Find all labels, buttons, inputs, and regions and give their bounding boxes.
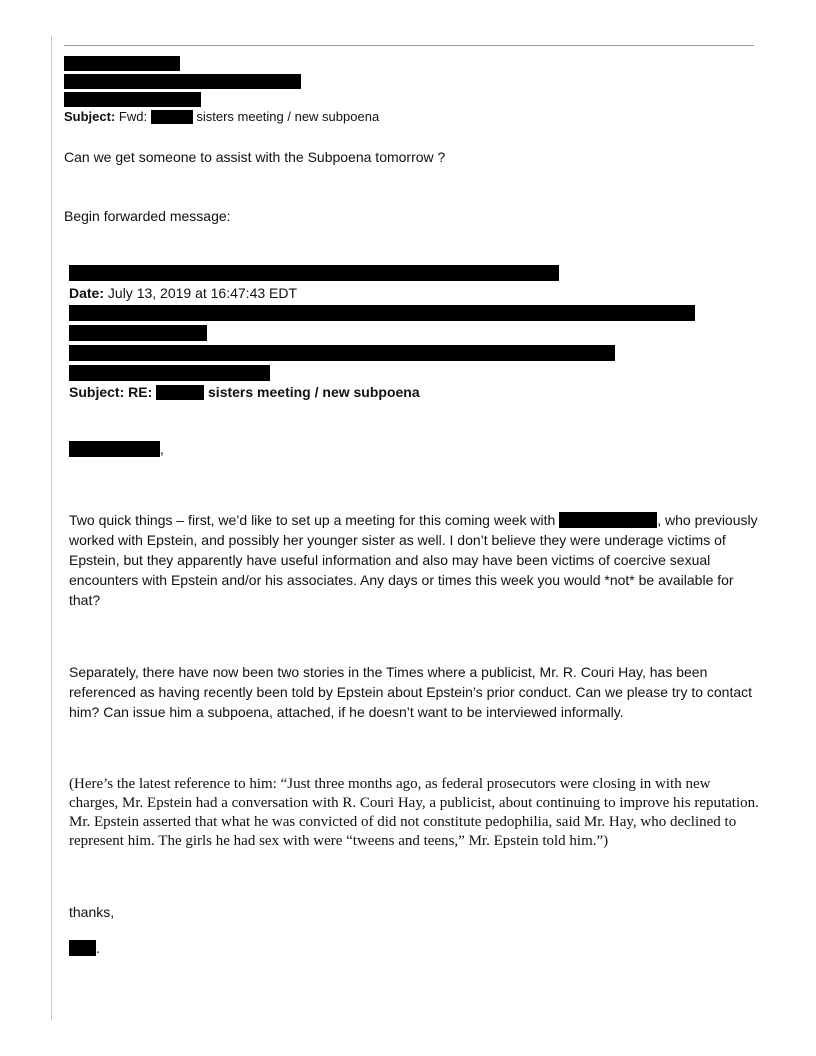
left-margin-rule: [51, 36, 52, 1020]
redaction-sent: [64, 74, 301, 89]
redaction-subject-name: [151, 110, 193, 124]
greeting-comma: ,: [160, 441, 164, 457]
redaction-fwd-to-2: [69, 325, 207, 341]
redaction-paragraph-name: [559, 512, 657, 528]
header-divider: [64, 45, 754, 46]
signature-line: [69, 940, 100, 956]
outer-subject-line: [64, 109, 379, 125]
paragraph-meeting-text-b: , who previously worked with Epstein, and possibly her younger sister as well. I don’t believe they were underage victims of Epstein, but they apparently have useful information and also may have been victims of coercive sexual encounters with Epstein and/or his associates. Any days or times this week you would *not* be available for that?: [69, 512, 758, 608]
outer-subject-label: Subject:: [64, 109, 116, 124]
redaction-fwd-subject-name: [156, 385, 204, 400]
begin-forwarded-text: Begin forwarded message:: [64, 208, 231, 224]
redaction-fwd-cc: [69, 345, 615, 361]
fwd-date-line: [69, 285, 297, 301]
redaction-greeting-name: [69, 441, 160, 457]
closing-text: thanks,: [69, 904, 115, 920]
greeting-line: [69, 441, 164, 457]
paragraph-meeting-text-a: Two quick things – first, we’d like to set up a meeting for this coming week with: [69, 512, 556, 528]
paragraph-publicist: Separately, there have now been two stories in the Times where a publicist, Mr. R. Couri Hay, has been referenced as having recently been told by Epstein about Epstein’s prior conduct. Can we please try to contact him? Can issue him a subpoena, attached, if he doesn’t want to be interviewed informally.: [69, 664, 753, 720]
fwd-subject-label: Subject: RE:: [69, 384, 153, 400]
redaction-signature: [69, 940, 96, 956]
redaction-from: [64, 56, 180, 71]
redaction-fwd-cc-2: [69, 365, 270, 381]
fwd-subject-line: [69, 384, 420, 400]
fwd-subject-text: sisters meeting / new subpoena: [208, 384, 420, 400]
intro-text: Can we get someone to assist with the Subpoena tomorrow ?: [64, 149, 446, 165]
redaction-to: [64, 92, 201, 107]
outer-subject-text: sisters meeting / new subpoena: [196, 109, 380, 124]
outer-subject-prefix: Fwd:: [118, 109, 148, 124]
redaction-fwd-from: [69, 265, 559, 281]
paragraph-times-quote: (Here’s the latest reference to him: “Just three months ago, as federal prosecutors were closing in with new charges, Mr. Epstein had a conversation with R. Couri Hay, a publicist, about continuing to improve his reputation. Mr. Epstein asserted that what he was convicted of did not constitute pedophilia, said Mr. Hay, who declined to represent him. The girls he had sex with were “tweens and teens,” Mr. Epstein told him.”): [69, 776, 759, 849]
fwd-date-value: July 13, 2019 at 16:47:43 EDT: [107, 285, 298, 301]
paragraph-meeting-request: [69, 510, 759, 610]
signature-period: .: [96, 940, 100, 956]
redaction-fwd-to: [69, 305, 695, 321]
fwd-date-label: Date:: [69, 285, 105, 301]
